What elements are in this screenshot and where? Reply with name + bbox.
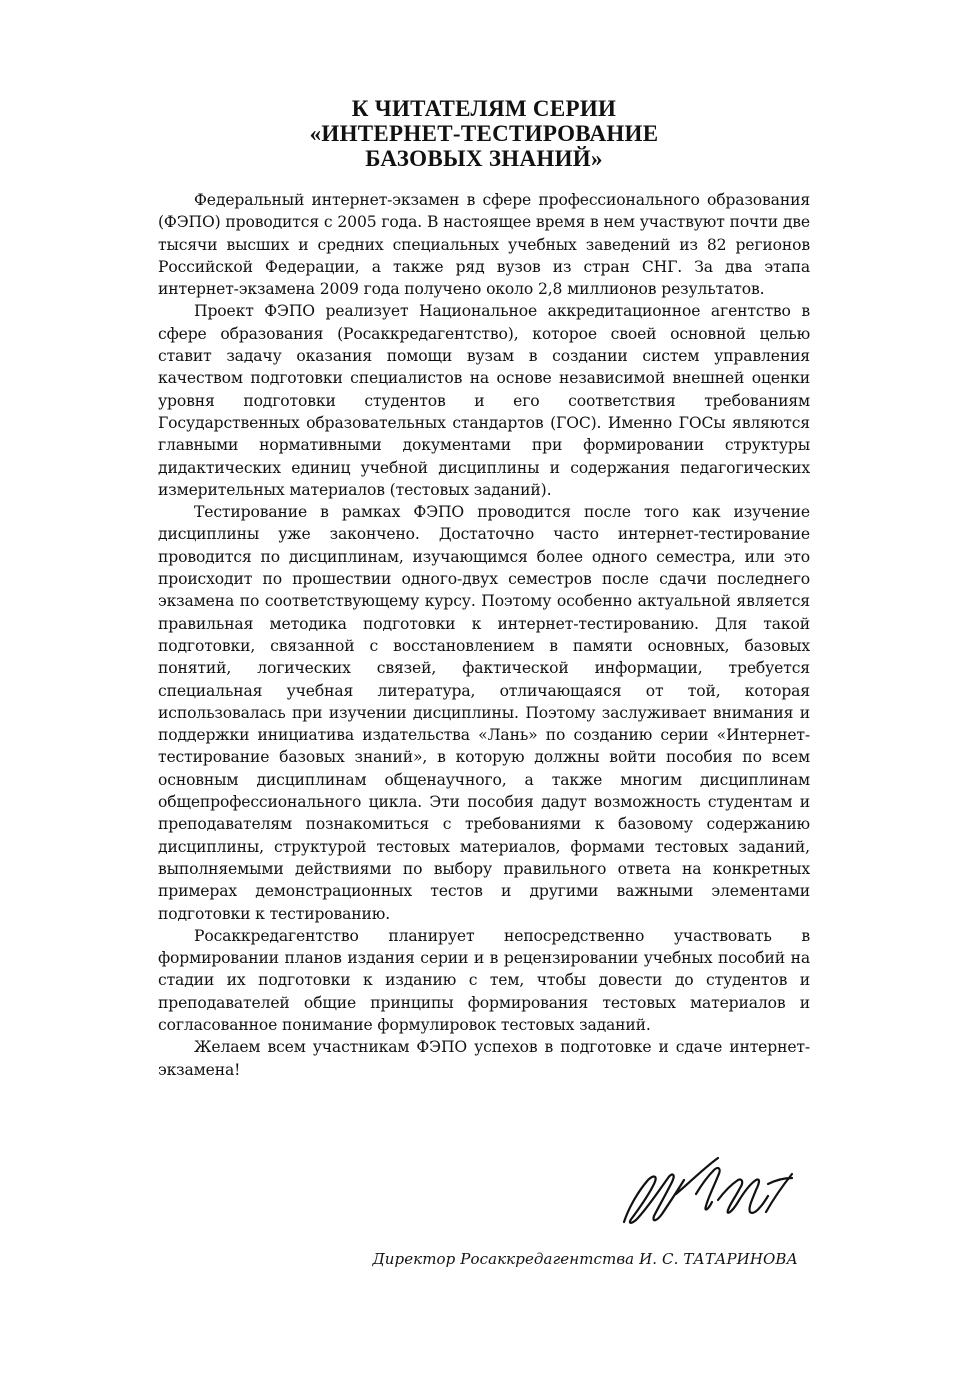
title-line-3: БАЗОВЫХ ЗНАНИЙ» [365, 146, 603, 171]
paragraph: Желаем всем участникам ФЭПО успехов в подготовке и сдаче интернет-экзамена! [158, 1038, 810, 1079]
director-signature-line: Директор Росаккредагентства И. С. ТАТАРИНОВА [372, 1250, 798, 1268]
document-body [158, 189, 810, 1081]
paragraph: Федеральный интернет-экзамен в сфере профессионального образования (ФЭПО) проводится с 2005 года. В настоящее время в нем участвуют почти две тысячи высших и средних специальных учебных заведений из 82 регионов Российской Федерации, а также ряд вузов из стран СНГ. За два этапа интернет-экзамена 2009 года получено около 2,8 миллионов результатов. [158, 191, 810, 299]
document-page [158, 96, 810, 1081]
paragraph: Росаккредагентство планирует непосредственно участвовать в формировании планов издания серии и в рецензировании учебных пособий на стадии их подготовки к изданию с тем, чтобы довести до студентов и преподавателей общие принципы формирования тестовых материалов и согласованное понимание формулировок тестовых заданий. [158, 926, 810, 1034]
page-title [158, 96, 810, 171]
title-line-1: К ЧИТАТЕЛЯМ СЕРИИ [351, 96, 617, 121]
paragraph: Тестирование в рамках ФЭПО проводится после того как изучение дисциплины уже закончено. Достаточно часто интернет-тестирование проводится по дисциплинам, изучающимся более одного семестра, или это происходит по прошествии одного-двух семестров после сдачи последнего экзамена по соответствующему курсу. Поэтому особенно актуальной является правильная методика подготовки к интернет-тестированию. Для такой подготовки, связанной с восстановлением в памяти основных, базовых понятий, логических связей, фактической информации, требуется специальная учебная литература, отличающаяся от той, которая использовалась при изучении дисциплины. Поэтому заслуживает внимания и поддержки инициатива издательства «Лань» по созданию серии «Интернет-тестирование базовых знаний», в которую должны войти пособия по всем основным дисциплинам общенаучного, а также многим дисциплинам общепрофессионального цикла. Эти пособия дадут возможность студентам и преподавателям познакомиться с требованиями к базовому содержанию дисциплины, структурой тестовых материалов, формами тестовых заданий, выполняемыми действиями по выбору правильного ответа на конкретных примерах демонстрационных тестов и другими важными элементами подготовки к тестированию. [158, 503, 810, 923]
title-line-2: «ИНТЕРНЕТ-ТЕСТИРОВАНИЕ [309, 121, 659, 146]
paragraph: Проект ФЭПО реализует Национальное аккредитационное агентство в сфере образования (Росаккредагентство), которое своей основной целью ставит задачу оказания помощи вузам в создании систем управления качеством подготовки специалистов на основе независимой внешней оценки уровня подготовки студентов и его соответствия требованиям Государственных образовательных стандартов (ГОС). Именно ГОСы являются главными нормативными документами при формировании структуры дидактических единиц учебной дисциплины и содержания педагогических измерительных материалов (тестовых заданий). [158, 302, 810, 499]
handwritten-signature-icon [618, 1150, 798, 1230]
